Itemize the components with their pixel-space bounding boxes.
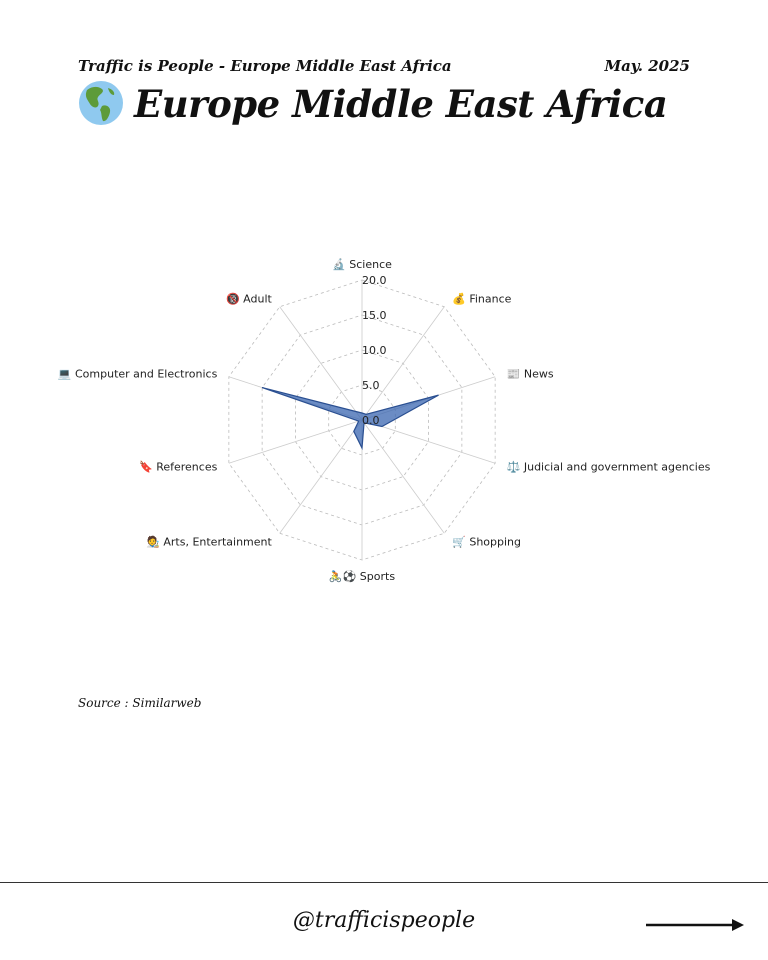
radar-chart (0, 240, 768, 600)
series-area (262, 388, 438, 448)
tick-label: 15.0 (362, 309, 387, 322)
tick-label: 20.0 (362, 274, 387, 287)
header-subtitle: Traffic is People - Europe Middle East Africa (78, 57, 452, 75)
category-label-newspaper-icon: 📰 News (506, 367, 554, 381)
category-label-bookmark-icon: 🔖 References (139, 460, 218, 474)
category-label-artist-icon: 🧑‍🎨 Arts, Entertainment (146, 535, 272, 549)
right-arrow-icon[interactable] (646, 917, 746, 933)
tick-label: 10.0 (362, 344, 387, 357)
category-label-microscope-icon: 🔬 Science (332, 258, 392, 271)
grid-spoke (362, 420, 444, 533)
grid-spoke (362, 307, 444, 420)
grid-spoke (229, 420, 362, 463)
radar-series (262, 388, 438, 448)
category-label-laptop-icon: 💻 Computer and Electronics (57, 367, 218, 381)
tick-label: 5.0 (362, 379, 380, 392)
page-title: Europe Middle East Africa (134, 82, 668, 126)
category-label-scales-icon: ⚖️ Judicial and government agencies (506, 460, 711, 474)
globe-americas-icon (78, 80, 124, 126)
category-label-cart-icon: 🛒 Shopping (452, 535, 522, 549)
header-date: May. 2025 (604, 57, 690, 75)
footer-divider (0, 882, 768, 883)
category-label-no-under-18-icon: 🔞 Adult (225, 292, 272, 306)
category-label-sports-icon: 🚴⚽ Sports (328, 570, 396, 583)
tick-label: 0.0 (362, 414, 380, 427)
footer-handle: @trafficispeople (292, 908, 476, 933)
category-label-money-bag-icon: 💰 Finance (452, 292, 512, 306)
radar-ticks (362, 274, 387, 427)
grid-spoke (280, 420, 362, 533)
source-note: Source : Similarweb (78, 696, 202, 710)
